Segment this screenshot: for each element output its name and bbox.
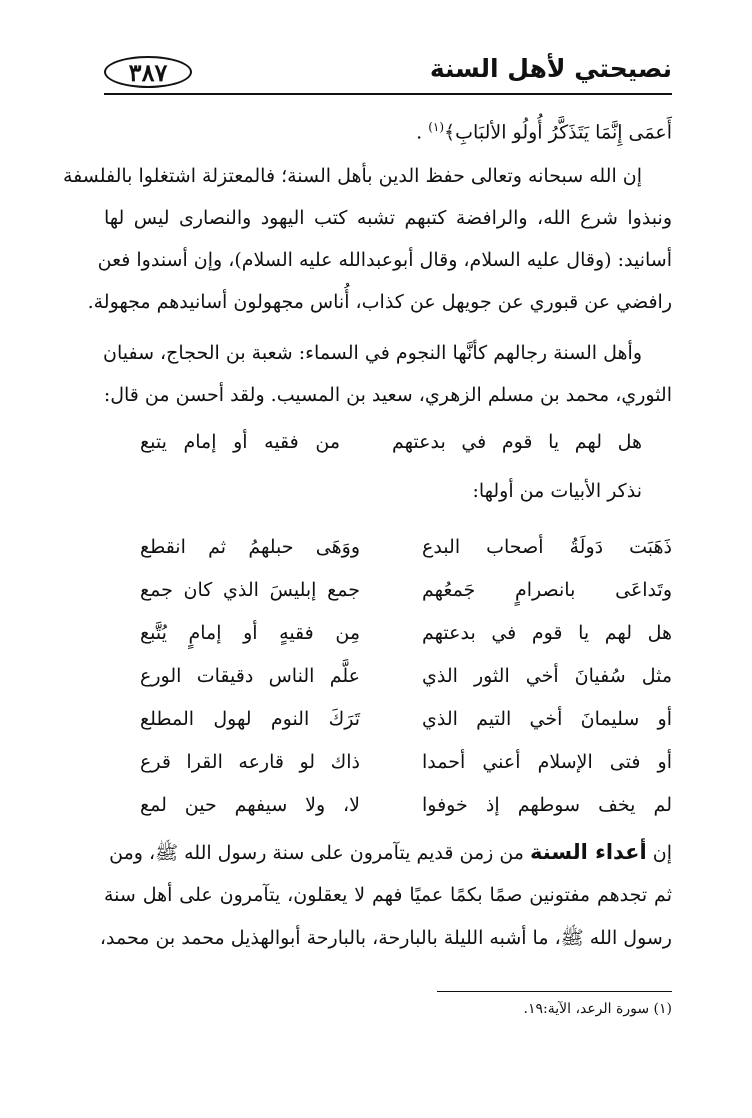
verse-left-hemistich: من فقيه أو إمام يتبع [140, 431, 340, 453]
poem-verse: لم يخف سوطهم إذ خوفوا لا، ولا سيفهم حين لمع [140, 794, 672, 816]
page-number: ٣٨٧ [128, 57, 168, 87]
header-rule [104, 93, 672, 95]
footnote [524, 1001, 672, 1017]
paragraph-line: إن أعداء السنة من زمن قديم يتآمرون على سنة رسول الله ﷺ، ومن [109, 840, 672, 864]
page-number-badge [104, 56, 192, 88]
poem-verse: وتَداعَى بانصرامٍ جَمعُهم جمع إبليسَ الذي كان جمع [140, 579, 672, 601]
paragraph-line: وأهل السنة رجالهم كأنَّها النجوم في السماء: شعبة بن الحجاج، سفيان [102, 342, 642, 364]
footnote-mark: (١) [653, 1001, 672, 1017]
paragraph-line: رافضي عن قبوري عن جويهل عن كذاب، أُناس مجهولون أسانيدهم مجهولة. [87, 291, 672, 313]
paragraph-line: ونبذوا شرع الله، والرافضة كتبهم تشبه كتب اليهود والنصارى ليس لها [104, 207, 672, 229]
quran-verse: أَعمَى إِنَّمَا يَتَذَكَّرُ أُولُو الألبَابِ﴾ [444, 121, 672, 144]
book-page: نصيحتي لأهل السنة ٣٨٧ أَعمَى إِنَّمَا يَتَذَكَّرُ أُولُو الألبَابِ﴾$^{(١)}$ . إن الله سبحانه وتعالى حفظ الدين بأهل السنة؛ فالمعتزلة اشتغلوا بالفلسفة ونبذوا شرع الله، والرافضة كتبهم تشبه كتب اليهود والنصارى ليس لها أسانيد: (وقال عليه السلام، وقال أبوعبدالله عليه السلام)، وإن أسندوا فعن رافضي عن قبوري عن جويهل عن كذاب، أُناس مجهولون أسانيدهم مجهولة. وأهل السنة رجالهم كأنَّها النجوم في السماء: شعبة بن الحجاج، سفيان الثوري، محمد بن مسلم الزهري، سعيد بن المسيب. ولقد أحسن من قال: هل لهم يا قوم في بدعتهم من فقيه أو إمام يتبع نذكر الأبيات من أولها: ذَهَبَت دَولَةُ أصحاب البدع ووَهَى حبلهمُ ثم انقطع وتَداعَى بانصرامٍ جَمعُهم جمع إبليسَ الذي كان جمع هل لهم يا قوم في بدعتهم مِن فقيهٍ أو إمامٍ يُتَّبع مثل سُفيانَ أخي الثور الذي علَّم الناس دقيقات الورع أو سليمانَ أخي التيم الذي تَرَكَ النوم لهول المطلع أو فتى الإسلام أعني أحمدا ذاك لو قارعه القرا قرع لم يخف سوطهم إذ خوفوا لا، ولا سيفهم حين لمع إن أعداء السنة من زمن قديم يتآمرون على سنة رسول الله ﷺ، ومن ثم تجدهم مفتونين صمًا بكمًا عميًا فهم لا يعقلون، يتآمرون على أهل سنة رسول الله ﷺ، ما أشبه الليلة بالبارحة، بالبارحة أبوالهذيل محمد بن محمد، (١) سورة الرعد، الآية:١٩. [62, 54, 672, 1017]
paragraph-line: ثم تجدهم مفتونين صمًا بكمًا عميًا فهم لا يعقلون، يتآمرون على أهل سنة [104, 884, 672, 906]
book-title: نصيحتي لأهل السنة [429, 54, 672, 83]
highlighted-term: أعداء السنة [530, 840, 647, 864]
verse-right-hemistich: هل لهم يا قوم في بدعتهم [392, 431, 642, 453]
paragraph-line: أسانيد: (وقال عليه السلام، وقال أبوعبدالله عليه السلام)، وإن أسندوا فعن [97, 249, 672, 271]
paragraph-line: إن الله سبحانه وتعالى حفظ الدين بأهل السنة؛ فالمعتزلة اشتغلوا بالفلسفة [62, 165, 642, 187]
poem-verse: هل لهم يا قوم في بدعتهم مِن فقيهٍ أو إمامٍ يُتَّبع [140, 622, 672, 644]
poem-verse: أو سليمانَ أخي التيم الذي تَرَكَ النوم لهول المطلع [140, 708, 672, 730]
page-header [104, 52, 672, 96]
paragraph-line: الثوري، محمد بن مسلم الزهري، سعيد بن المسيب. ولقد أحسن من قال: [103, 384, 672, 406]
poem-verse: أو فتى الإسلام أعني أحمدا ذاك لو قارعه القرا قرع [140, 751, 672, 773]
poem-verse: مثل سُفيانَ أخي الثور الذي علَّم الناس دقيقات الورع [140, 665, 672, 687]
footnote-rule [437, 991, 672, 992]
poem-verse: ذَهَبَت دَولَةُ أصحاب البدع ووَهَى حبلهمُ ثم انقطع [140, 536, 672, 558]
paragraph-line: رسول الله ﷺ، ما أشبه الليلة بالبارحة، بالبارحة أبوالهذيل محمد بن محمد، [99, 927, 672, 949]
footnote-text: سورة الرعد، الآية:١٩. [523, 1001, 650, 1017]
footnote-ref[interactable]: (١) [428, 120, 445, 134]
